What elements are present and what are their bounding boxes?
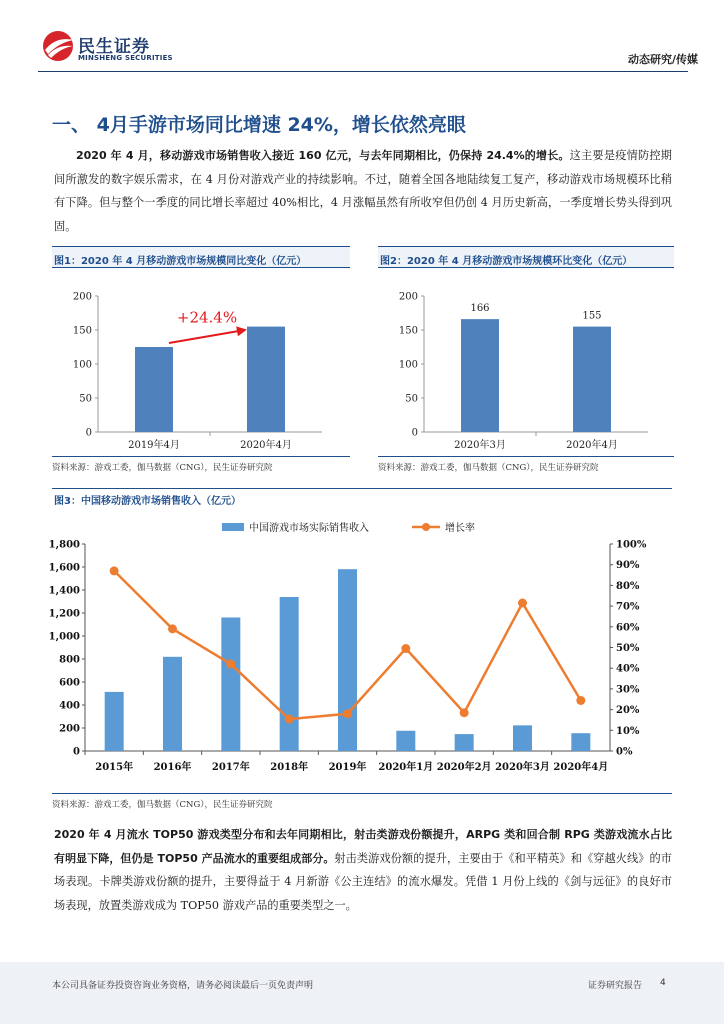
fig2-title: 图2：2020 年 4 月移动游戏市场规模环比变化（亿元）	[378, 246, 674, 268]
fig1-x-tick-label: 2019年4月	[128, 440, 180, 451]
footer-disclaimer: 本公司具备证券投资咨询业务资格，请务必阅读最后一页免责声明	[52, 981, 314, 991]
paragraph-2-text: 射击类游戏份额的提升，主要由于《和平精英》和《穿越火线》的市场表现。卡牌类游戏份额的提升，主要得益于 4 月新游《公主连结》的流水爆发。凭借 1 月份上线的《剑与远征》的良好市场表现，放置类游戏成为 TOP50 游戏产品的重要类型之一。	[54, 851, 672, 912]
fig2-y-tick-label: 100	[398, 359, 418, 371]
fig1-y-tick-label: 0	[85, 427, 92, 439]
paragraph-1-bold: 2020 年 4 月，移动游戏市场销售收入接近 160 亿元，与去年同期相比，仍保持 24.4%的增长。	[76, 149, 570, 162]
fig3-growth-point	[460, 708, 469, 717]
fig3-x-tick-label: 2016年	[153, 762, 192, 773]
fig1-bar	[135, 347, 173, 432]
fig3-growth-point	[343, 709, 352, 718]
fig3-y2-tick-label: 40%	[616, 663, 640, 675]
fig3-chart	[48, 508, 672, 794]
fig3-growth-point	[168, 624, 177, 633]
fig3-bar	[396, 731, 415, 751]
fig3-bar	[163, 657, 182, 751]
fig3-growth-point	[110, 566, 119, 575]
fig2-y-tick-label: 50	[405, 393, 418, 405]
fig3-bar	[280, 597, 299, 751]
fig3-y-tick-label: 1,000	[48, 631, 80, 643]
fig3-growth-point	[576, 696, 585, 705]
fig1-x-tick-label: 2020年4月	[240, 440, 292, 451]
fig3-legend-line-label: 增长率	[445, 523, 475, 534]
fig3-y-tick-label: 1,400	[48, 585, 80, 597]
fig2-bar	[461, 319, 499, 432]
fig3-x-tick-label: 2019年	[328, 762, 367, 773]
fig1-growth-arrow-head	[236, 326, 247, 336]
fig2-y-tick-label: 0	[411, 427, 418, 439]
fig3-growth-point	[226, 660, 235, 669]
paragraph-1	[54, 144, 672, 238]
page-footer	[0, 962, 724, 1024]
fig3-source: 资料来源：游戏工委，伽马数据（CNG），民生证券研究院	[52, 800, 273, 810]
minsheng-logo	[42, 30, 192, 68]
fig2-source: 资料来源：游戏工委，伽马数据（CNG），民生证券研究院	[378, 463, 599, 473]
fig3-bar	[571, 733, 590, 751]
fig2-chart	[378, 268, 674, 457]
fig2-bar	[573, 327, 611, 432]
fig3-y2-tick-label: 90%	[616, 560, 640, 572]
fig3-bar	[221, 617, 240, 751]
section-title: 一、 4月手游市场同比增速 24%，增长依然亮眼	[52, 114, 466, 136]
fig3-y2-tick-label: 0%	[616, 746, 633, 758]
logo-name-en: MINSHENG SECURITIES	[78, 54, 173, 62]
footer-report-type: 证券研究报告	[588, 981, 643, 991]
fig3-x-tick-label: 2015年	[95, 762, 134, 773]
fig3-x-tick-label: 2020年2月	[436, 762, 492, 773]
fig3-bar	[455, 734, 474, 751]
fig3-bar	[513, 725, 532, 751]
fig3-y-tick-label: 200	[59, 723, 80, 735]
fig3-chart-svg	[48, 508, 672, 794]
fig3-y2-tick-label: 80%	[616, 580, 640, 592]
fig3-y-tick-label: 1,200	[48, 608, 80, 620]
fig3-y-tick-label: 800	[59, 654, 80, 666]
fig3-growth-point	[401, 644, 410, 653]
fig1-growth-arrow-line	[169, 331, 241, 343]
fig2-y-tick-label: 150	[398, 325, 418, 337]
fig3-legend-bar-label: 中国游戏市场实际销售收入	[249, 523, 369, 534]
fig3-legend-line-marker	[422, 523, 430, 531]
fig3-y-tick-label: 600	[59, 677, 80, 689]
fig3-y-tick-label: 1,600	[48, 562, 80, 574]
fig1-growth-annotation: +24.4%	[176, 308, 238, 327]
fig3-y-tick-label: 0	[73, 746, 80, 758]
fig3-y2-tick-label: 70%	[616, 601, 640, 613]
fig3-bar	[105, 692, 124, 751]
report-category: 动态研究/传媒	[627, 53, 698, 66]
fig2-y-tick-label: 200	[398, 291, 418, 303]
page-header	[0, 0, 724, 72]
fig2-data-label: 155	[582, 310, 602, 322]
paragraph-2	[54, 823, 672, 917]
fig3-y2-tick-label: 50%	[616, 643, 640, 654]
fig3-y2-tick-label: 20%	[616, 705, 640, 717]
fig3-y-tick-label: 400	[59, 700, 80, 712]
fig2-x-tick-label: 2020年3月	[454, 440, 506, 451]
fig3-y2-tick-label: 30%	[616, 684, 640, 696]
logo-emblem-icon	[42, 30, 76, 62]
fig1-y-tick-label: 100	[72, 359, 92, 371]
fig2-x-tick-label: 2020年4月	[566, 440, 618, 451]
fig3-y-tick-label: 1,800	[48, 539, 80, 551]
fig1-source: 资料来源：游戏工委，伽马数据（CNG），民生证券研究院	[52, 463, 273, 473]
fig1-y-tick-label: 50	[79, 393, 92, 405]
fig2-data-label: 166	[470, 303, 490, 315]
fig3-legend-bar-swatch	[222, 523, 244, 531]
paragraph-2-bold: 2020 年 4 月流水 TOP50 游戏类型分布和去年同期相比，射击类游戏份额提升，ARPG 类和回合制 RPG 类游戏流水占比有明显下降，但仍是 TOP50 产品流水的重要组成部分。	[54, 828, 672, 865]
header-divider	[38, 71, 688, 72]
fig3-y2-tick-label: 100%	[616, 539, 647, 551]
fig1-y-tick-label: 200	[72, 291, 92, 303]
fig3-growth-point	[285, 715, 294, 724]
fig3-x-tick-label: 2020年3月	[495, 762, 550, 773]
logo-name-cn: 民生证券	[78, 37, 150, 57]
fig3-x-tick-label: 2017年	[211, 762, 250, 773]
page-number: 4	[660, 978, 666, 988]
fig3-x-tick-label: 2020年1月	[378, 762, 434, 773]
fig3-title: 图3：中国移动游戏市场销售收入（亿元）	[52, 488, 672, 506]
fig3-growth-point	[518, 598, 527, 607]
fig3-y2-tick-label: 60%	[616, 622, 640, 634]
fig1-title: 图1：2020 年 4 月移动游戏市场规模同比变化（亿元）	[52, 246, 350, 268]
fig3-y2-tick-label: 10%	[616, 725, 640, 737]
fig1-y-tick-label: 150	[72, 325, 92, 337]
fig3-x-tick-label: 2020年4月	[553, 762, 609, 773]
paragraph-1-text: 这主要是疫情防控期间所激发的数字娱乐需求，在 4 月份对游戏产业的持续影响。不过，随着全国各地陆续复工复产，移动游戏市场规模环比稍有下降。但与整个一季度的同比增长率超过 40%相比，4 月涨幅虽然有所收窄但仍创 4 月历史新高，一季度增长势头得到巩固。	[54, 149, 672, 233]
fig3-bar	[338, 569, 357, 751]
fig3-x-tick-label: 2018年	[270, 762, 309, 773]
fig1-bar	[247, 327, 285, 432]
fig1-chart-svg	[52, 268, 350, 457]
fig1-chart	[52, 268, 350, 457]
fig2-chart-svg	[378, 268, 674, 457]
